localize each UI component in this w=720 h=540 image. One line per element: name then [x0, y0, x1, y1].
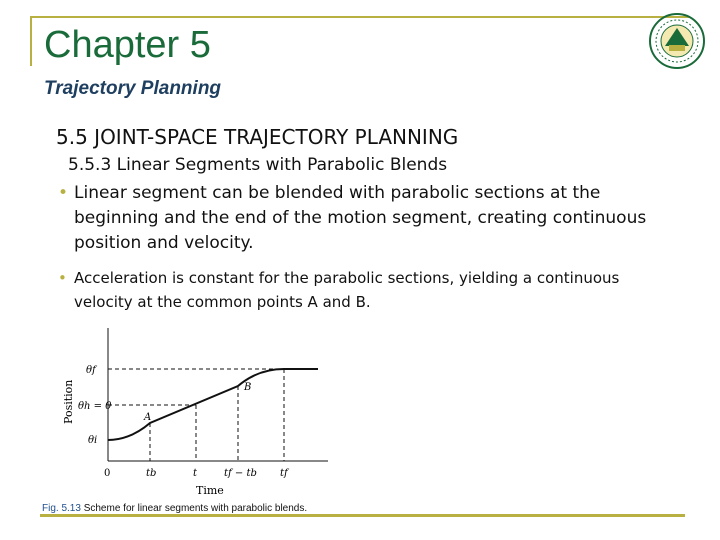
frame-top-border [30, 16, 690, 18]
x-tick-tb: tb [146, 468, 157, 479]
university-logo-icon [648, 12, 706, 70]
y-tick-theta-i: θi [88, 435, 98, 446]
bullet-text: Acceleration is constant for the parabolic sections, yielding a continuous velocity at the common points A and B. [74, 269, 620, 311]
trajectory-figure [58, 328, 348, 500]
figure-caption-text: Scheme for linear segments with parabolic blends. [80, 503, 308, 514]
y-axis-label: Position [62, 379, 75, 424]
bullet-item [58, 181, 678, 256]
x-tick-tf-minus-tb: tf − tb [224, 468, 257, 479]
point-label-b: B [244, 382, 252, 393]
point-label-a: A [144, 412, 152, 423]
y-tick-theta-f: θf [86, 365, 96, 376]
x-tick-t: t [193, 468, 198, 479]
bottom-rule [40, 514, 685, 517]
x-axis-label: Time [196, 484, 224, 497]
x-tick-tf: tf [280, 468, 288, 479]
frame-left-border [30, 16, 32, 66]
chapter-title: Chapter 5 [44, 24, 211, 66]
bullet-item [58, 266, 678, 314]
figure-caption-label: Fig. 5.13 [42, 503, 81, 514]
bullet-text: Linear segment can be blended with parabolic sections at the beginning and the end of the motion segment, creating continuous position and velocity. [74, 183, 647, 253]
subsection-heading: 5.5.3 Linear Segments with Parabolic Blends [68, 155, 448, 175]
bullet-dot-icon: • [58, 269, 67, 287]
section-heading: 5.5 JOINT-SPACE TRAJECTORY PLANNING [56, 125, 459, 149]
y-tick-theta-h: θh = θ [78, 401, 112, 412]
figure-caption [42, 503, 307, 514]
bullet-dot-icon: • [58, 183, 69, 203]
x-tick-0: 0 [104, 468, 111, 479]
chapter-subtitle: Trajectory Planning [44, 78, 222, 99]
